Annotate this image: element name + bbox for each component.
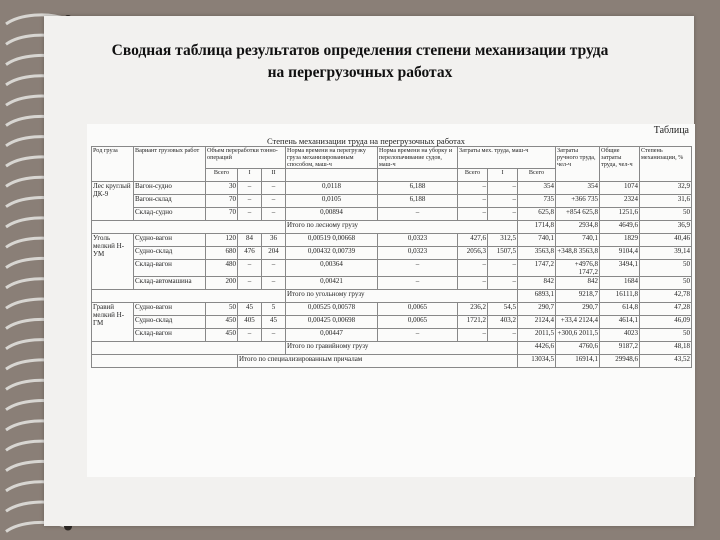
table-cell: 36,9 — [640, 221, 692, 234]
table-cell: 5 — [262, 303, 286, 316]
subtotal-row — [92, 221, 692, 234]
table-cell: 354 — [518, 182, 556, 195]
table-cell: – — [378, 277, 458, 290]
table-cell: 70 — [206, 208, 238, 221]
table-cell: – — [238, 277, 262, 290]
table-cell: 403,2 — [488, 316, 518, 329]
table-cell: 0,0323 — [378, 247, 458, 260]
table-row — [92, 182, 692, 195]
table-cell: – — [458, 208, 488, 221]
table-cell: 9218,7 — [556, 290, 600, 303]
operation-cell: Склад-вагон — [134, 329, 206, 342]
mechanization-table — [91, 146, 692, 368]
operation-cell: Судно-вагон — [134, 303, 206, 316]
table-cell: 4614,1 — [600, 316, 640, 329]
table-cell: 16914,1 — [556, 355, 600, 368]
subtotal-blank — [92, 342, 286, 355]
sub-p1: I — [488, 169, 518, 182]
table-cell: 120 — [206, 234, 238, 247]
table-cell: 290,7 — [518, 303, 556, 316]
table-cell: 740,1 — [556, 234, 600, 247]
table-cell: 1074 — [600, 182, 640, 195]
table-cell: 48,18 — [640, 342, 692, 355]
table-cell: 1507,5 — [488, 247, 518, 260]
header-clean-norm: Норма времени на уборку и перелопачивание судов, маш-ч — [378, 147, 458, 169]
table-cell: 0,00519 0,00668 — [286, 234, 378, 247]
table-row — [92, 195, 692, 208]
table-cell: 50 — [206, 303, 238, 316]
sub-ii: II — [262, 169, 286, 182]
table-cell: – — [488, 329, 518, 342]
table-cell: 842 — [518, 277, 556, 290]
table-cell: – — [488, 208, 518, 221]
operation-cell: Вагон-судно — [134, 182, 206, 195]
header-degree: Степень механизации, % — [640, 147, 692, 182]
table-cell: 4426,6 — [518, 342, 556, 355]
table-cell: 236,2 — [458, 303, 488, 316]
table-cell: 4023 — [600, 329, 640, 342]
table-cell: – — [238, 182, 262, 195]
table-cell: – — [262, 260, 286, 277]
cargo-cell: Гравий мелкий Н-ГМ — [92, 303, 134, 342]
cargo-cell: Уголь мелкий Н-УМ — [92, 234, 134, 290]
sub-t: Всего — [458, 169, 488, 182]
table-cell: 16111,8 — [600, 290, 640, 303]
operation-cell: Вагон-склад — [134, 195, 206, 208]
table-cell: 32,9 — [640, 182, 692, 195]
table-cell: 450 — [206, 316, 238, 329]
table-cell: 1721,2 — [458, 316, 488, 329]
table-cell: – — [378, 260, 458, 277]
table-cell: 3563,8 — [518, 247, 556, 260]
title-line-2: на перегрузочных работах — [267, 64, 453, 81]
header-mech-cost: Затраты мех. труда, маш-ч — [458, 147, 556, 169]
table-row — [92, 234, 692, 247]
table-cell: 2934,8 — [556, 221, 600, 234]
table-cell: 0,0105 — [286, 195, 378, 208]
table-cell: 614,8 — [600, 303, 640, 316]
table-cell: 1747,2 — [518, 260, 556, 277]
grand-total-row — [92, 355, 692, 368]
table-row — [92, 329, 692, 342]
table-row — [92, 303, 692, 316]
table-cell: 6,188 — [378, 182, 458, 195]
table-cell: 427,6 — [458, 234, 488, 247]
grand-total-label: Итого по специализированным причалам — [238, 355, 518, 368]
table-cell: – — [458, 195, 488, 208]
table-cell: 47,28 — [640, 303, 692, 316]
table-cell: – — [488, 182, 518, 195]
table-row — [92, 277, 692, 290]
table-cell: 1714,8 — [518, 221, 556, 234]
sub-blank-2 — [378, 169, 458, 182]
subtotal-blank — [92, 221, 286, 234]
table-row — [92, 316, 692, 329]
header-row — [92, 147, 692, 169]
table-cell: 40,46 — [640, 234, 692, 247]
table-cell: 50 — [640, 208, 692, 221]
table-cell: 6893,1 — [518, 290, 556, 303]
table-cell: – — [238, 195, 262, 208]
table-cell: 1251,6 — [600, 208, 640, 221]
sub-p2: Всего — [518, 169, 556, 182]
scanned-table-image — [87, 124, 695, 477]
table-cell: – — [262, 208, 286, 221]
table-row — [92, 260, 692, 277]
operation-cell: Судно-склад — [134, 247, 206, 260]
table-cell: 480 — [206, 260, 238, 277]
table-cell: 43,52 — [640, 355, 692, 368]
operation-cell: Судно-вагон — [134, 234, 206, 247]
table-cell: – — [378, 329, 458, 342]
table-cell: 0,00421 — [286, 277, 378, 290]
slide-title — [0, 40, 720, 84]
subtotal-row — [92, 342, 692, 355]
table-cell: 39,14 — [640, 247, 692, 260]
header-cargo: Род груза — [92, 147, 134, 182]
table-cell: 1829 — [600, 234, 640, 247]
operation-cell: Судно-склад — [134, 316, 206, 329]
table-row — [92, 208, 692, 221]
table-cell: 842 — [556, 277, 600, 290]
table-cell: +348,8 3563,8 — [556, 247, 600, 260]
table-cell: 354 — [556, 182, 600, 195]
table-cell: – — [238, 260, 262, 277]
table-cell: 476 — [238, 247, 262, 260]
table-cell: 2324 — [600, 195, 640, 208]
table-cell: 30 — [206, 182, 238, 195]
table-cell: 9104,4 — [600, 247, 640, 260]
subtotal-label: Итого по угольному грузу — [286, 290, 518, 303]
title-line-1: Сводная таблица результатов определения степени механизации труда — [111, 42, 609, 59]
table-cell: 0,00432 0,00739 — [286, 247, 378, 260]
table-cell: – — [238, 329, 262, 342]
table-cell: 4649,6 — [600, 221, 640, 234]
table-cell: – — [262, 329, 286, 342]
table-cell: 0,0065 — [378, 316, 458, 329]
table-cell: – — [262, 195, 286, 208]
table-label: Таблица — [653, 125, 689, 136]
table-cell: 54,5 — [488, 303, 518, 316]
table-cell: 450 — [206, 329, 238, 342]
sub-all: Всего — [206, 169, 238, 182]
table-cell: 680 — [206, 247, 238, 260]
table-cell: 405 — [238, 316, 262, 329]
table-cell: 3494,1 — [600, 260, 640, 277]
operation-cell: Склад-автомашина — [134, 277, 206, 290]
subtotal-blank — [92, 290, 286, 303]
header-hand-cost: Затраты ручного труда, чел-ч — [556, 147, 600, 182]
header-volume: Объем переработки тонно-операций — [206, 147, 286, 169]
table-cell: 9187,2 — [600, 342, 640, 355]
table-cell: 312,5 — [488, 234, 518, 247]
header-mech-norm: Норма времени на перегрузку груза механизированным способом, маш-ч — [286, 147, 378, 169]
subtotal-row — [92, 290, 692, 303]
sub-blank-1 — [286, 169, 378, 182]
table-cell: 31,6 — [640, 195, 692, 208]
table-cell: 50 — [640, 260, 692, 277]
table-caption: Степень механизации труда на перегрузочных работах — [267, 136, 465, 146]
table-cell: +33,4 2124,4 — [556, 316, 600, 329]
table-cell: – — [488, 277, 518, 290]
table-cell: 45 — [238, 303, 262, 316]
table-cell: 2011,5 — [518, 329, 556, 342]
table-cell: 0,0065 — [378, 303, 458, 316]
table-cell: 0,00364 — [286, 260, 378, 277]
table-cell: – — [488, 195, 518, 208]
table-cell: 46,09 — [640, 316, 692, 329]
subtotal-label: Итого по лесному грузу — [286, 221, 518, 234]
table-cell: 2124,4 — [518, 316, 556, 329]
header-total-cost: Общие затраты труда, чел-ч — [600, 147, 640, 182]
table-cell: 290,7 — [556, 303, 600, 316]
table-cell: 0,00894 — [286, 208, 378, 221]
table-cell: 0,00525 0,00578 — [286, 303, 378, 316]
table-cell: – — [262, 182, 286, 195]
table-cell: – — [262, 277, 286, 290]
table-cell: 50 — [640, 329, 692, 342]
grand-total-blank — [92, 355, 238, 368]
table-cell: 0,0118 — [286, 182, 378, 195]
operation-cell: Склад-судно — [134, 208, 206, 221]
table-cell: 42,78 — [640, 290, 692, 303]
header-variant: Вариант грузовых работ — [134, 147, 206, 182]
table-cell: – — [238, 208, 262, 221]
table-cell: 740,1 — [518, 234, 556, 247]
table-cell: 45 — [262, 316, 286, 329]
table-cell: 6,188 — [378, 195, 458, 208]
table-cell: – — [458, 277, 488, 290]
table-cell: – — [458, 260, 488, 277]
table-cell: 625,8 — [518, 208, 556, 221]
operation-cell: Склад-вагон — [134, 260, 206, 277]
table-cell: 70 — [206, 195, 238, 208]
table-cell: 13034,5 — [518, 355, 556, 368]
table-cell: +854 625,8 — [556, 208, 600, 221]
table-cell: 2056,3 — [458, 247, 488, 260]
table-cell: – — [458, 182, 488, 195]
cargo-cell: Лес круглый ДК-9 — [92, 182, 134, 221]
table-cell: – — [458, 329, 488, 342]
table-cell: +300,6 2011,5 — [556, 329, 600, 342]
table-cell: 29948,6 — [600, 355, 640, 368]
table-cell: 200 — [206, 277, 238, 290]
table-cell: 50 — [640, 277, 692, 290]
table-cell: 204 — [262, 247, 286, 260]
table-cell: +4976,8 1747,2 — [556, 260, 600, 277]
subtotal-label: Итого по гравийному грузу — [286, 342, 518, 355]
table-cell: 0,00447 — [286, 329, 378, 342]
table-row — [92, 247, 692, 260]
table-cell: +366 735 — [556, 195, 600, 208]
sub-i: I — [238, 169, 262, 182]
table-cell: 4760,6 — [556, 342, 600, 355]
table-cell: – — [378, 208, 458, 221]
table-cell: 1684 — [600, 277, 640, 290]
table-cell: 735 — [518, 195, 556, 208]
table-cell: 84 — [238, 234, 262, 247]
table-cell: 0,00425 0,00698 — [286, 316, 378, 329]
table-cell: 36 — [262, 234, 286, 247]
table-cell: 0,0323 — [378, 234, 458, 247]
table-cell: – — [488, 260, 518, 277]
